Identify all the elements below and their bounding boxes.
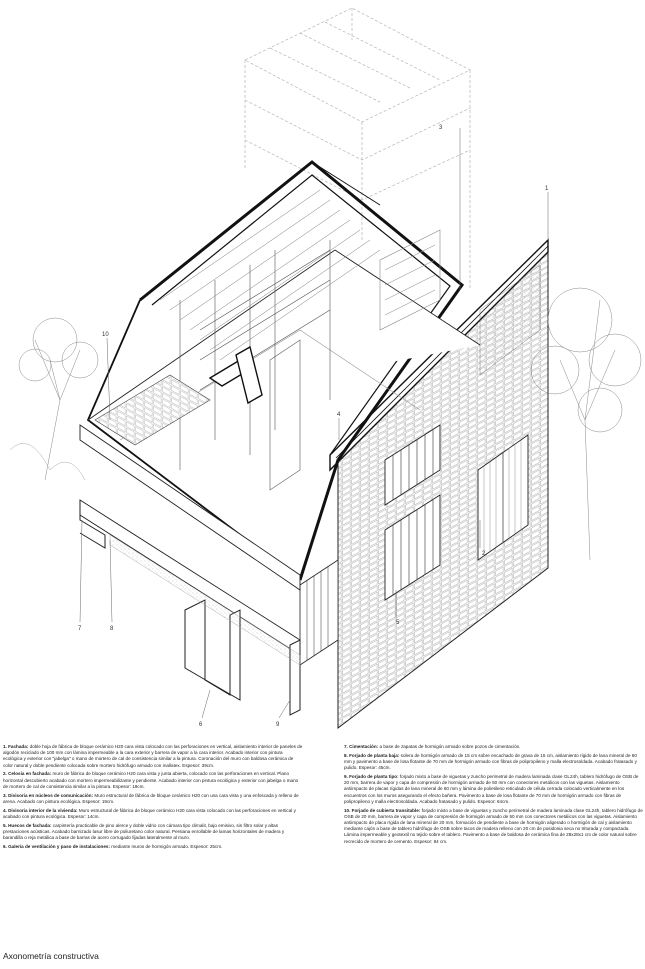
callout-1: 1 [545, 186, 549, 192]
callout-4: 4 [337, 412, 341, 418]
notes-column-left [3, 744, 303, 853]
drawing-caption: Axonometría constructiva [3, 951, 99, 961]
callout-9: 9 [276, 722, 280, 728]
note-5: 5. Huecos de fachada: carpintería practicable de pino alerce y doble vidrio con cámara tipo climalit, bajo emisivo, sin filtro solar y altas prestaciones acústicas. Acabado barnizado lasur libre de poliuretano color natural. Persiana enrollable de lamas horizontales de madera y barandilla o reja metálica a base de barras de acero corrugado fijadas lateralmente al muro. [3, 822, 285, 841]
note-6: 6. Galería de ventilación y paso de instalaciones: mediante muros de hormigón armado. Espesor: 25cm. [3, 843, 223, 849]
note-8: 8. Forjado de planta baja: solera de hormigón armado de 15 cm sobre encachado de grava de 15 cm, aislamiento rígido de lana mineral de 60 mm y pavimento a base de losa flotante de 70 mm de hormigón armado con fibras de polipropileno y malla electrosoldada. Acabado fratasado y pulido. Espesor: 45cm. [344, 752, 637, 771]
note-9: 9. Forjado de planta tipo: forjado mixto a base de viguetas y zuncho perimetral de madera laminada clase GL24h, tablero hidrófugo de OSB de 20 mm, barrera de vapor y capa de compresión de hormigón armado de 50 mm con conectores metálicos con las viguetas. Aislamiento antiimpacto de placas rígidas de lana mineral de 60 mm y lámina de polietileno reticulado de célula cerrada colocado verticalmente en los encuentros con los muros asegurando el efecto bañera. Pavimento a base de losa flotante de 70 mm de hormigón armado con fibras de polipropileno y malla electrosoldada. Acabado fratasado y pulido. Espesor: 64cm. [344, 774, 639, 804]
callout-5: 5 [396, 620, 400, 626]
note-10: 10. Forjado de cubierta transitable: forjado mixto a base de viguetas y zuncho perimetral de madera laminada clase GL24h, tablero hidrófugo de OSB de 20 mm, barrera de vapor y capa de compresión de hormigón armado de 50 mm con conectores metálicos con las viguetas. Aislamiento antiimpacto de placa rígida de lana mineral de 20 mm, formación de pendiente a base de hormigón aligerado o hormigón de cal y aislamiento mediante cajón a base de tablero hidrófugo de OSB sobre tacos de madera relleno con 20 cm de posidonia seca no triturada y compactada. Lámina impermeable y geotextil no tejido sobre el tablero. Pavimento a base de baldosa de cerámica fina de 28x28x1 cm de color natural sobre recrecido de mortero de cemento. Espesor: 84 cm. [344, 807, 643, 844]
tree-left [10, 318, 98, 480]
note-7: 7. Cimentación: a base de zapatas de hormigón armado sobre pozos de cimentación. [344, 744, 521, 749]
callout-10: 10 [102, 332, 109, 338]
callout-7: 7 [78, 626, 82, 632]
ground-window-grille [300, 560, 338, 665]
note-1: 1. Fachada: doble hoja de fábrica de bloque cerámico H20 cara vista colocado con las perforaciones en vertical, aislamiento interior de paneles de algodón reciclado de 100 mm con lámina impermeable a la cara exterior y barrera de vapor a la cara interior. Acabado interior con pintura ecológica y exterior con "jabelga" o mano de mortero de cal de consistencia similar a la pintura. Coronación del muro con baldosa cerámica de color natural y doble pendiente colocada sobre mortero hidrófugo armado con mallatex. Espesor: 39cm. [3, 744, 303, 768]
callout-6: 6 [199, 722, 203, 728]
notes-column-right [344, 744, 644, 847]
ghost-upper-volume [245, 8, 470, 290]
note-3: 3. Divisoria en núcleos de comunicación: Muro estructural de fábrica de bloque cerámico H20 con una cara vista y una enfoscada y relleno de arena. Acabado con pintura ecológica. Espesor: 19cm. [3, 792, 299, 804]
callout-2: 2 [482, 551, 486, 557]
callout-8: 8 [110, 626, 114, 632]
callout-3: 3 [439, 125, 443, 131]
note-2: 2. Celosía en fachada: muro de fábrica de bloque cerámico H20 cara vista y junta abierta, colocado con las perforaciones en vertical. Plano horizontal descubierto acabado con mortero impermeabilizante y pendiente. Acabado interior con pintura ecológica y exterior con jabelga o mano de mortero de cal de consistencia similar a la pintura. Espesor: 19cm. [3, 771, 299, 789]
note-4: 4. Divisoria interior de la vivienda: Muro estructural de fábrica de bloque cerámico H20 cara vista colocado con las perforaciones en vertical y acabado con pintura ecológica. Espesor: 14cm. [3, 807, 296, 819]
